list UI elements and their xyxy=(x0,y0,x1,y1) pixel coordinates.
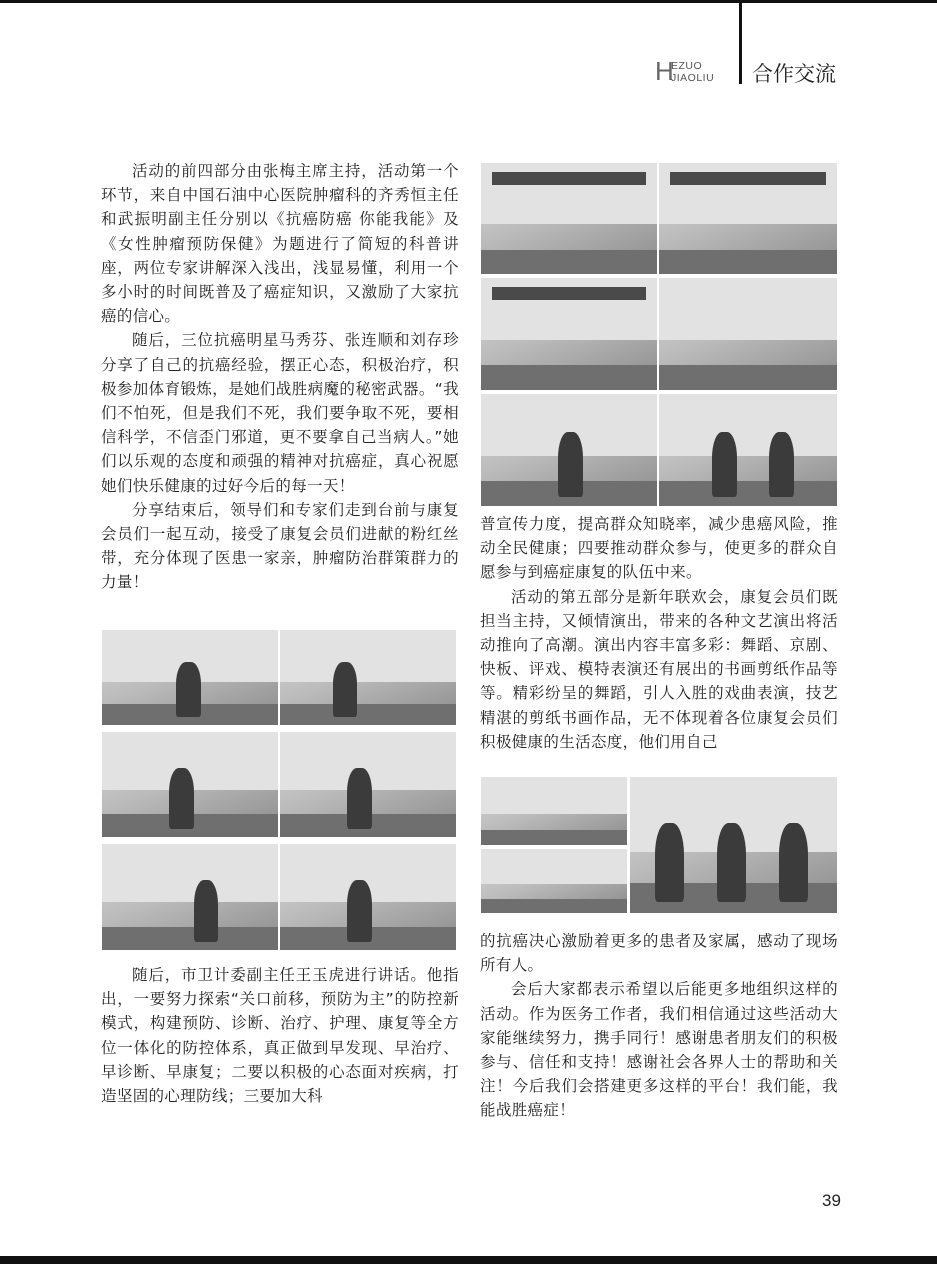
paragraph: 普宣传力度，提高群众知晓率，减少患癌风险，推动全民健康；四要推动群众参与，使更多的群众自愿参与到癌症康复的队伍中来。 xyxy=(480,515,838,582)
photo-speaker-2 xyxy=(279,629,457,726)
paragraph: 活动的第五部分是新年联欢会，康复会员们既担当主持，又倾情演出，带来的各种文艺演出将活动推向了高潮。演出内容丰富多彩：舞蹈、京剧、快板、评戏、模特表演还有展出的书画剪纸作品等等。精彩纷呈的舞蹈，引人入胜的戏曲表演，技艺精湛的剪纸书画作品，无不体现着各位康复会员们积极健康的生活态度，他们用自己 xyxy=(480,587,838,751)
paragraph: 随后，市卫计委副主任王玉虎进行讲话。他指出，一要努力探索“关口前移，预防为主”的防控新模式，构建预防、诊断、治疗、护理、康复等全方位一体化的防控体系，真正做到早发现、早治疗、早诊断、早康复；二要以积极的心态面对疾病，打造坚固的心理防线；三要加大科 xyxy=(101,966,459,1106)
paragraph: 的抗癌决心激励着更多的患者及家属，感动了现场所有人。 xyxy=(480,932,838,975)
photo-group-2 xyxy=(480,848,628,914)
paragraph: 活动的前四部分由张梅主席主持，活动第一个环节，来自中国石油中心医院肿瘤科的齐秀恒主任和武振明副主任分别以《抗癌防癌 你能我能》及《女性肿瘤预防保健》为题进行了简短的科普讲座，两位专家讲解深入浅出，浅显易懂，利用一个多小时的时间既普及了癌症知识，又激励了大家抗癌的信心。 xyxy=(101,162,459,326)
photo-stage-1 xyxy=(480,162,658,275)
paragraph: 会后大家都表示希望以后能更多地组织这样的活动。作为医务工作者，我们相信通过这些活动大家能继续努力，携手同行！感谢患者朋友们的积极参与、信任和支持！感谢社会各界人士的帮助和关注！今后我们会搭建更多这样的平台！我们能，我能战胜癌症！ xyxy=(480,980,838,1120)
logo-letter: H xyxy=(655,56,674,86)
paragraph: 分享结束后，领导们和专家们走到台前与康复会员们一起互动，接受了康复会员们进献的粉红丝带，充分体现了医患一家亲，肿瘤防治群策群力的力量！ xyxy=(101,500,459,592)
logo-line-2: JIAOLIU xyxy=(671,72,715,84)
left-column-top-text xyxy=(101,159,459,595)
photo-speaker-3 xyxy=(101,731,279,838)
photo-speaker-5 xyxy=(101,843,279,951)
header-divider xyxy=(739,0,742,84)
right-column-bottom-text xyxy=(480,929,838,1123)
photo-exhibit-1 xyxy=(480,277,658,391)
top-rule xyxy=(0,0,937,3)
photo-speaker-1 xyxy=(101,629,279,726)
photo-speaker-4 xyxy=(279,731,457,838)
photo-hosts xyxy=(658,393,838,507)
page-number: 39 xyxy=(822,1191,841,1210)
photo-exhibit-2 xyxy=(658,277,838,391)
photo-performers xyxy=(629,776,838,914)
right-column-top-text xyxy=(480,512,838,754)
photo-dance xyxy=(480,393,658,507)
left-column-bottom-text xyxy=(101,963,459,1108)
photo-stage-2 xyxy=(658,162,838,275)
photo-speaker-6 xyxy=(279,843,457,951)
photo-group-1 xyxy=(480,776,628,846)
bottom-rule xyxy=(0,1256,937,1264)
section-title: 合作交流 xyxy=(752,62,836,86)
paragraph: 随后，三位抗癌明星马秀芬、张连顺和刘存珍分享了自己的抗癌经验，摆正心态，积极治疗，积极参加体育锻炼，是她们战胜病魔的秘密武器。“我们不怕死，但是我们不死，我们要争取不死，要相信科学，不信歪门邪道，更不要拿自己当病人。”她们以乐观的态度和顽强的精神对抗癌症，真心祝愿她们快乐健康的过好今后的每一天！ xyxy=(101,331,459,495)
logo-line-1: EZUO xyxy=(671,60,703,72)
section-logo xyxy=(655,56,735,86)
